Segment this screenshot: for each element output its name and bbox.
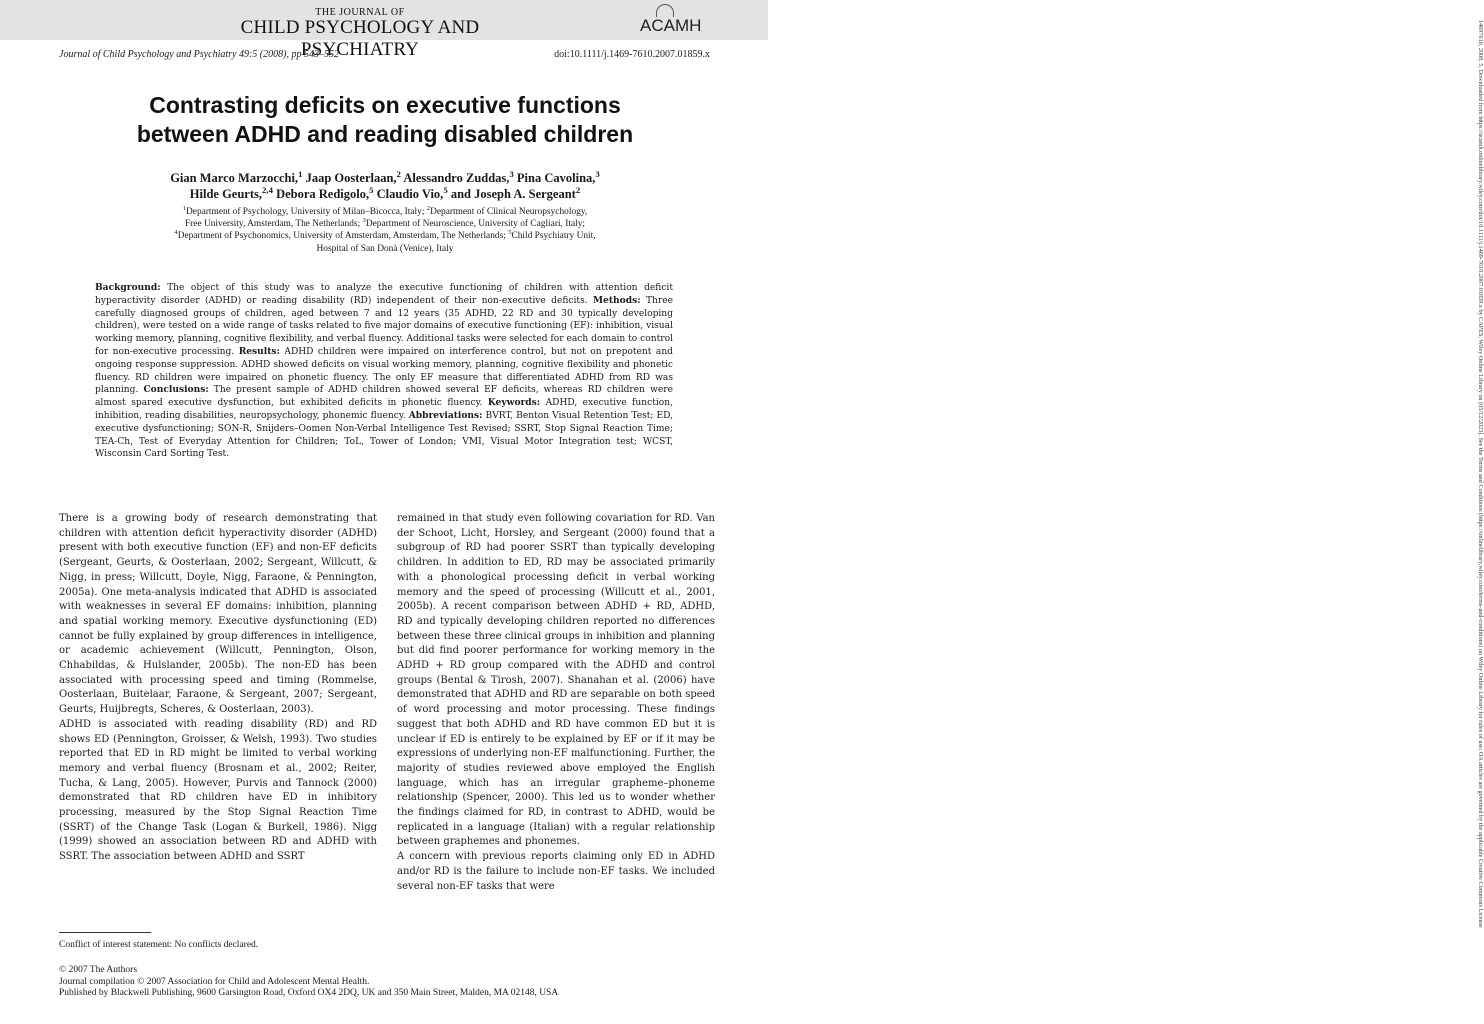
- footnote-rule: [59, 932, 151, 933]
- abstract-results-label: Results:: [238, 345, 280, 357]
- author-name[interactable]: and Joseph A. Sergeant: [447, 187, 576, 201]
- affiliation-line: [60, 206, 710, 218]
- author-name[interactable]: Hilde Geurts,: [189, 187, 262, 201]
- journal-citation: Journal of Child Psychology and Psychiatry 49:5 (2008), pp 543–552: [59, 49, 339, 60]
- author-affil-sup: 3: [509, 168, 514, 179]
- abstract-background-text: The object of this study was to analyze the executive functioning of children with attention deficit hyperactivity disorder (ADHD) or reading disability (RD) independent of their non-executive deficits.: [95, 283, 673, 306]
- affil-sup: 2: [426, 204, 431, 212]
- affil-sup: 5: [508, 229, 512, 237]
- author-affil-sup: 2: [575, 184, 581, 195]
- affiliation-text: Department of Psychology, University of Milan–Bicocca, Italy;: [186, 207, 427, 217]
- conflict-statement: Conflict of interest statement: No conflicts declared.: [59, 940, 259, 950]
- title-line-2: between ADHD and reading disabled children: [136, 121, 634, 147]
- author-name[interactable]: Jaap Oosterlaan,: [302, 171, 397, 185]
- body-column-left: There is a growing body of research demonstrating that children with attention deficit hyperactivity disorder (ADHD) present with both executive function (EF) and non-EF deficits (Sergeant, Geurts, & Oosterlaan, 2002; Sergeant, Willcutt, & Nigg, in press; Willcutt, Doyle, Nigg, Faraone, & Pennington, 2005a). One meta-analysis indicated that ADHD is associated with weaknesses in several EF domains: inhibition, planning and spatial working memory. Executive dysfunctioning (ED) cannot be fully explained by group differences in intelligence, or academic achievement (Willcutt, Pennington, Olson, Chhabildas, & Hulslander, 2005b). The non-ED has been associated with processing speed and timing (Rommelse, Oosterlaan, Buitelaar, Faraone, & Sergeant, 2007; Sergeant, Geurts, Huijbregts, Scheres, & Oosterlaan, 2003). ADHD is associated with reading disability (RD) and RD shows ED (Pennington, Groisser, & Welsh, 1993). Two studies reported that ED in RD might be limited to verbal working memory and verbal fluency (Brosnam et al., 2002; Reiter, Tucha, & Lang, 2005). However, Purvis and Tannock (2000) demonstrated that RD children have ED in inhibitory processing, measured by the Stop Signal Reaction Time (SSRT) of the Change Task (Logan & Burkell, 1986). Nigg (1999) showed an association between RD and ADHD with SSRT. The association between ADHD and SSRT: [59, 513, 377, 863]
- masthead-journal-name: CHILD PSYCHOLOGY AND PSYCHIATRY: [240, 17, 480, 60]
- download-notice-sidebar[interactable]: 14697610, 2008, 5, Downloaded from https://acamh.onlinelibrary.wiley.com/doi/10.1111/j.1469-7610.2007.01859.x by CAPES, Wiley Online Library on [05/12/2023]. See the Terms and Conditions (https://onlinelibrary.wiley.com/terms-and-conditions) on Wiley Online Library for rules of use; OA articles are governed by the applicable Creative Commons License: [1477, 20, 1484, 928]
- abstract-keywords-text: ADHD, executive function, inhibition, reading disabilities, neuropsychology, phonemic fluency.: [95, 398, 674, 421]
- affiliation-text: Department of Neuroscience, University of Cagliari, Italy;: [365, 219, 586, 230]
- author-line-2: [60, 186, 710, 202]
- abstract-methods-label: Methods:: [593, 294, 641, 306]
- abstract-abbreviations-label: Abbreviations:: [408, 409, 483, 421]
- author-affil-sup: 1: [298, 168, 303, 179]
- affiliations: [60, 206, 710, 255]
- author-affil-sup: 5: [443, 184, 448, 195]
- copyright-block: [59, 965, 719, 1000]
- masthead-the-journal-of: THE JOURNAL OF: [315, 7, 405, 18]
- author-affil-sup: 2,4: [262, 184, 273, 195]
- author-name[interactable]: Alessandro Zuddas,: [400, 171, 510, 185]
- doi-link[interactable]: doi:10.1111/j.1469-7610.2007.01859.x: [554, 49, 710, 60]
- author-name[interactable]: Pina Cavolina,: [513, 171, 596, 185]
- abstract: [95, 282, 673, 461]
- copyright-journal: Journal compilation © 2007 Association for Child and Adolescent Mental Health.: [59, 976, 370, 987]
- affil-sup: 4: [174, 229, 178, 237]
- article-title: [80, 91, 690, 149]
- affiliation-line: [60, 218, 710, 230]
- acamh-logo: [640, 6, 702, 36]
- abstract-background-label: Background:: [95, 282, 161, 293]
- author-list: [60, 170, 710, 202]
- affiliation-line: [60, 230, 710, 242]
- affiliation-text: Department of Clinical Neuropsychology,: [430, 207, 588, 217]
- abstract-conclusions-label: Conclusions:: [143, 384, 209, 396]
- affiliation-text: Child Psychiatry Unit,: [511, 231, 596, 242]
- affiliation-text: Department of Psychonomics, University of Amsterdam, Amsterdam, The Netherlands;: [177, 231, 509, 242]
- body-column-right: remained in that study even following covariation for RD. Van der Schoot, Licht, Horsley, and Sergeant (2000) found that a subgroup of RD had poorer SSRT than typically developing children. In addition to ED, RD may be associated primarily with a phonological processing deficit in verbal working memory and the speed of processing (Willcutt et al., 2001, 2005b). A recent comparison between ADHD + RD, ADHD, RD and typically developing children reported no differences between these three clinical groups in inhibition and planning but did find poorer performance for working memory in the ADHD + RD group compared with the ADHD and control groups (Bental & Tirosh, 2007). Shanahan et al. (2006) have demonstrated that ADHD and RD are separable on both speed of word processing and motor processing. These findings suggest that both ADHD and RD have common ED but it is unclear if ED is entirely to be explained by EF or if it may be expressions of underlying non-EF malfunctioning. Further, the majority of studies reviewed above employed the English language, which has an irregular grapheme–phoneme relationship (Spencer, 2000). This led us to wonder whether the findings claimed for RD, in contrast to ADHD, would be replicated in a language (Italian) with a regular relationship between graphemes and phonemes. A concern with previous reports claiming only ED in ADHD and/or RD is the failure to include non-EF tasks. We included several non-EF tasks that were: [397, 513, 715, 892]
- affiliation-line: Hospital of San Donà (Venice), Italy: [316, 243, 454, 254]
- author-line-1: [60, 170, 710, 186]
- abstract-results-text: ADHD children were impaired on interference control, but not on prepotent and ongoing response suppression. ADHD showed deficits on visual working memory, planning, cognitive flexibility and phonetic fluency. RD children were impaired on phonetic fluency. The only EF measure that differentiated ADHD from RD was planning.: [95, 346, 673, 396]
- acamh-logo-text: ACAMH: [640, 16, 702, 35]
- author-affil-sup: 5: [369, 184, 374, 195]
- abstract-keywords-label: Keywords:: [487, 397, 541, 409]
- author-name[interactable]: Claudio Vio,: [373, 187, 444, 201]
- title-line-1: Contrasting deficits on executive functions: [149, 92, 621, 118]
- abstract-abbreviations-text: BVRT, Benton Visual Retention Test; ED, executive dysfunctioning; SON-R, Snijders–Oomen Non-Verbal Intelligence Test Revised; SSRT, Stop Signal Reaction Time; TEA-Ch, Test of Everyday Attention for Children; ToL, Tower of London; VMI, Visual Motor Integration test; WCST, Wisconsin Card Sorting Test.: [95, 410, 673, 460]
- author-name[interactable]: Gian Marco Marzocchi,: [170, 171, 299, 185]
- author-name[interactable]: Debora Redigolo,: [272, 187, 370, 201]
- affil-sup: 1: [182, 204, 187, 212]
- copyright-authors: © 2007 The Authors: [59, 965, 138, 975]
- abstract-conclusions-text: The present sample of ADHD children showed several EF deficits, whereas RD children were almost spared executive dysfunction, but exhibited deficits in phonetic fluency.: [95, 385, 673, 409]
- publisher-line: Published by Blackwell Publishing, 9600 Garsington Road, Oxford OX4 2DQ, UK and 350 Main Street, Malden, MA 02148, USA: [59, 988, 559, 998]
- affil-sup: 3: [362, 217, 366, 225]
- author-affil-sup: 2: [396, 168, 401, 179]
- abstract-methods-text: Three carefully diagnosed groups of children, aged between 7 and 12 years (35 ADHD, 22 RD and 30 typically developing children), were tested on a wide range of tasks related to five major domains of executive functioning (EF): inhibition, visual working memory, planning, cognitive flexibility, and verbal fluency. Additional tasks were selected for each domain to control for non-executive processing.: [95, 295, 673, 357]
- affiliation-text: Free University, Amsterdam, The Netherlands;: [184, 219, 363, 230]
- author-affil-sup: 3: [595, 168, 600, 179]
